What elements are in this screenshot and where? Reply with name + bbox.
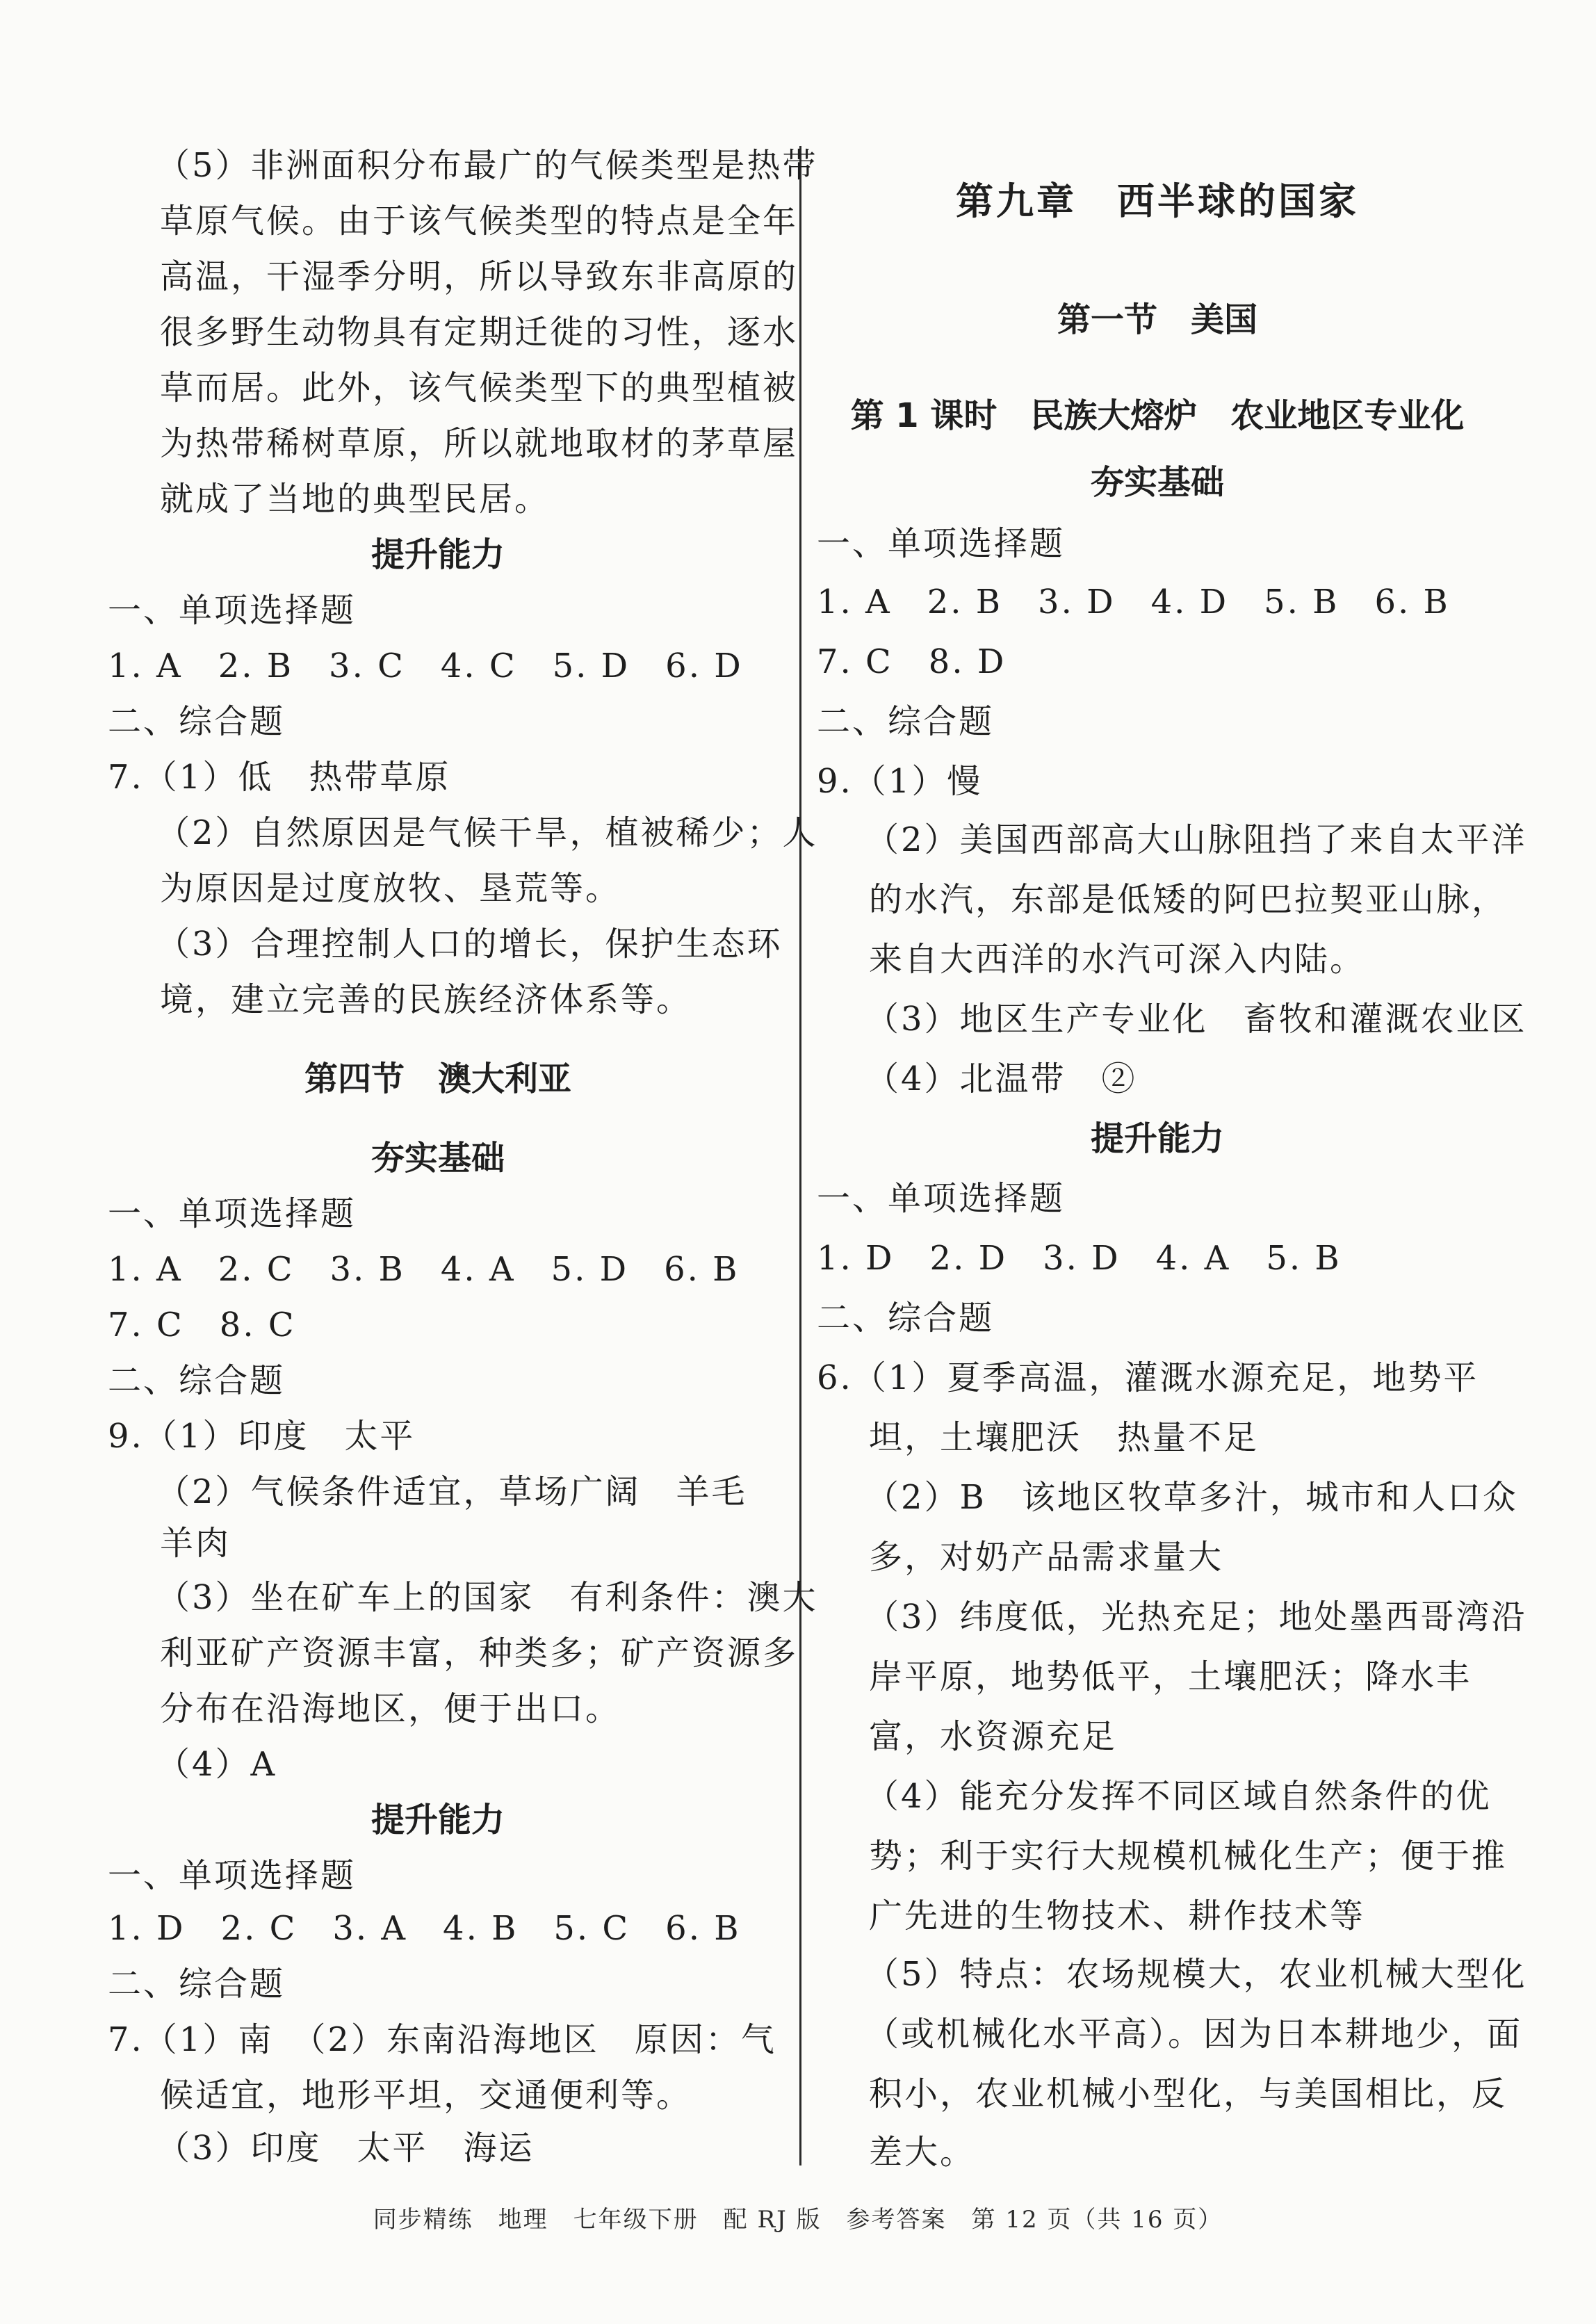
q7b-line-2: 候适宜，地形平坦，交通便利等。 <box>160 2076 692 2115</box>
q6-line-7: 富，水资源充足 <box>869 1717 1118 1756</box>
answer-row-r2: 1. D 2. D 3. D 4. A 5. B <box>817 1239 1342 1278</box>
comprehensive-heading-1: 二、综合题 <box>108 702 286 741</box>
q5-line-1: （5）非洲面积分布最广的气候类型是热带 <box>156 146 818 185</box>
section-title-australia: 第四节 澳大利亚 <box>304 1059 571 1098</box>
q9-line-5: 利亚矿产资源丰富，种类多；矿产资源多 <box>160 1634 799 1673</box>
q9r-line-4: 来自大西洋的水汽可深入内陆。 <box>869 940 1366 979</box>
q7-line-3: 为原因是过度放牧、垦荒等。 <box>160 869 621 908</box>
q6-line-6: 岸平原，地势低平，土壤肥沃；降水丰 <box>869 1657 1472 1696</box>
q5-line-2: 草原气候。由于该气候类型的特点是全年 <box>160 202 799 241</box>
comprehensive-heading-r2: 二、综合题 <box>817 1299 995 1338</box>
heading-tisheng-2: 提升能力 <box>370 1801 505 1839</box>
answer-row-r1a: 1. A 2. B 3. D 4. D 5. B 6. B <box>817 583 1450 621</box>
answer-row-1: 1. A 2. B 3. C 4. C 5. D 6. D <box>108 647 743 685</box>
q5-line-6: 为热带稀树草原，所以就地取材的茅草屋 <box>160 424 799 463</box>
q5-line-3: 高温，干湿季分明，所以导致东非高原的 <box>160 257 799 296</box>
q5-line-7: 就成了当地的典型民居。 <box>160 480 551 519</box>
q9r-line-5: （3）地区生产专业化 畜牧和灌溉农业区 <box>865 1000 1527 1039</box>
q6-line-8: （4）能充分发挥不同区域自然条件的优 <box>865 1777 1492 1816</box>
q9r-line-3: 的水汽，东部是低矮的阿巴拉契亚山脉， <box>869 880 1508 919</box>
q5-line-5: 草而居。此外，该气候类型下的典型植被 <box>160 368 799 407</box>
q5-line-4: 很多野生动物具有定期迁徙的习性，逐水 <box>160 313 799 352</box>
q6-line-3: （2）B 该地区牧草多汁，城市和人口众 <box>865 1478 1518 1517</box>
q6-line-12: （或机械化水平高）。因为日本耕地少，面 <box>865 2015 1523 2054</box>
comprehensive-heading-2: 二、综合题 <box>108 1361 286 1400</box>
single-choice-heading-r2: 一、单项选择题 <box>817 1179 1066 1218</box>
q9-line-6: 分布在沿海地区，便于出口。 <box>160 1689 621 1728</box>
q9-line-4: （3）坐在矿车上的国家 有利条件：澳大 <box>156 1578 818 1617</box>
q6-line-14: 差大。 <box>869 2133 976 2172</box>
q7-line-2: （2）自然原因是气候干旱，植被稀少；人 <box>156 813 818 852</box>
single-choice-heading-3: 一、单项选择题 <box>108 1856 357 1895</box>
heading-hangshi: 夯实基础 <box>370 1139 505 1178</box>
q9r-line-6: （4）北温带 ② <box>865 1059 1137 1098</box>
q9r-line-2: （2）美国西部高大山脉阻挡了来自太平洋 <box>865 820 1527 859</box>
section-title-usa: 第一节 美国 <box>1057 300 1257 339</box>
q7-line-1: 7.（1）低 热带草原 <box>108 758 451 797</box>
single-choice-heading-2: 一、单项选择题 <box>108 1194 357 1233</box>
answer-row-2a: 1. A 2. C 3. B 4. A 5. D 6. B <box>108 1250 740 1289</box>
q7b-line-1: 7.（1）南 （2）东南沿海地区 原因：气 <box>108 2020 776 2059</box>
column-divider <box>799 146 801 2165</box>
page-footer: 同步精练 地理 七年级下册 配 RJ 版 参考答案 第 12 页（共 16 页） <box>373 2206 1223 2234</box>
q6-line-13: 积小，农业机械小型化，与美国相比，反 <box>869 2074 1508 2113</box>
q6-line-1: 6.（1）夏季高温，灌溉水源充足，地势平 <box>817 1358 1479 1397</box>
q6-line-5: （3）纬度低，光热充足；地处墨西哥湾沿 <box>865 1598 1527 1636</box>
q7b-line-3: （3）印度 太平 海运 <box>156 2129 535 2168</box>
q6-line-10: 广先进的生物技术、耕作技术等 <box>869 1896 1366 1935</box>
answer-row-3: 1. D 2. C 3. A 4. B 5. C 6. B <box>108 1909 741 1948</box>
single-choice-heading-1: 一、单项选择题 <box>108 591 357 630</box>
q9-line-3: 羊肉 <box>160 1524 231 1563</box>
chapter-title: 第九章 西半球的国家 <box>956 179 1359 223</box>
q7-line-4: （3）合理控制人口的增长，保护生态环 <box>156 925 783 964</box>
heading-hangshi-right: 夯实基础 <box>1090 463 1224 502</box>
answer-row-2b: 7. C 8. C <box>108 1306 296 1344</box>
answer-row-r1b: 7. C 8. D <box>817 642 1007 681</box>
q9-line-1: 9.（1）印度 太平 <box>108 1417 416 1456</box>
comprehensive-heading-r1: 二、综合题 <box>817 702 995 741</box>
q6-line-4: 多，对奶产品需求量大 <box>869 1538 1224 1577</box>
comprehensive-heading-3: 二、综合题 <box>108 1965 286 2004</box>
q7-line-5: 境，建立完善的民族经济体系等。 <box>160 980 692 1019</box>
q9-line-2: （2）气候条件适宜，草场广阔 羊毛 <box>156 1472 747 1511</box>
heading-tisheng-right: 提升能力 <box>1090 1119 1224 1158</box>
lesson-title: 第 1 课时 民族大熔炉 农业地区专业化 <box>850 396 1465 435</box>
single-choice-heading-r1: 一、单项选择题 <box>817 524 1066 563</box>
q6-line-11: （5）特点：农场规模大，农业机械大型化 <box>865 1955 1527 1994</box>
q9-line-7: （4）A <box>156 1745 277 1784</box>
heading-tisheng-1: 提升能力 <box>370 535 505 574</box>
q6-line-9: 势；利于实行大规模机械化生产；便于推 <box>869 1837 1508 1876</box>
q9r-line-1: 9.（1）慢 <box>817 762 983 801</box>
q6-line-2: 坦，土壤肥沃 热量不足 <box>869 1418 1260 1457</box>
